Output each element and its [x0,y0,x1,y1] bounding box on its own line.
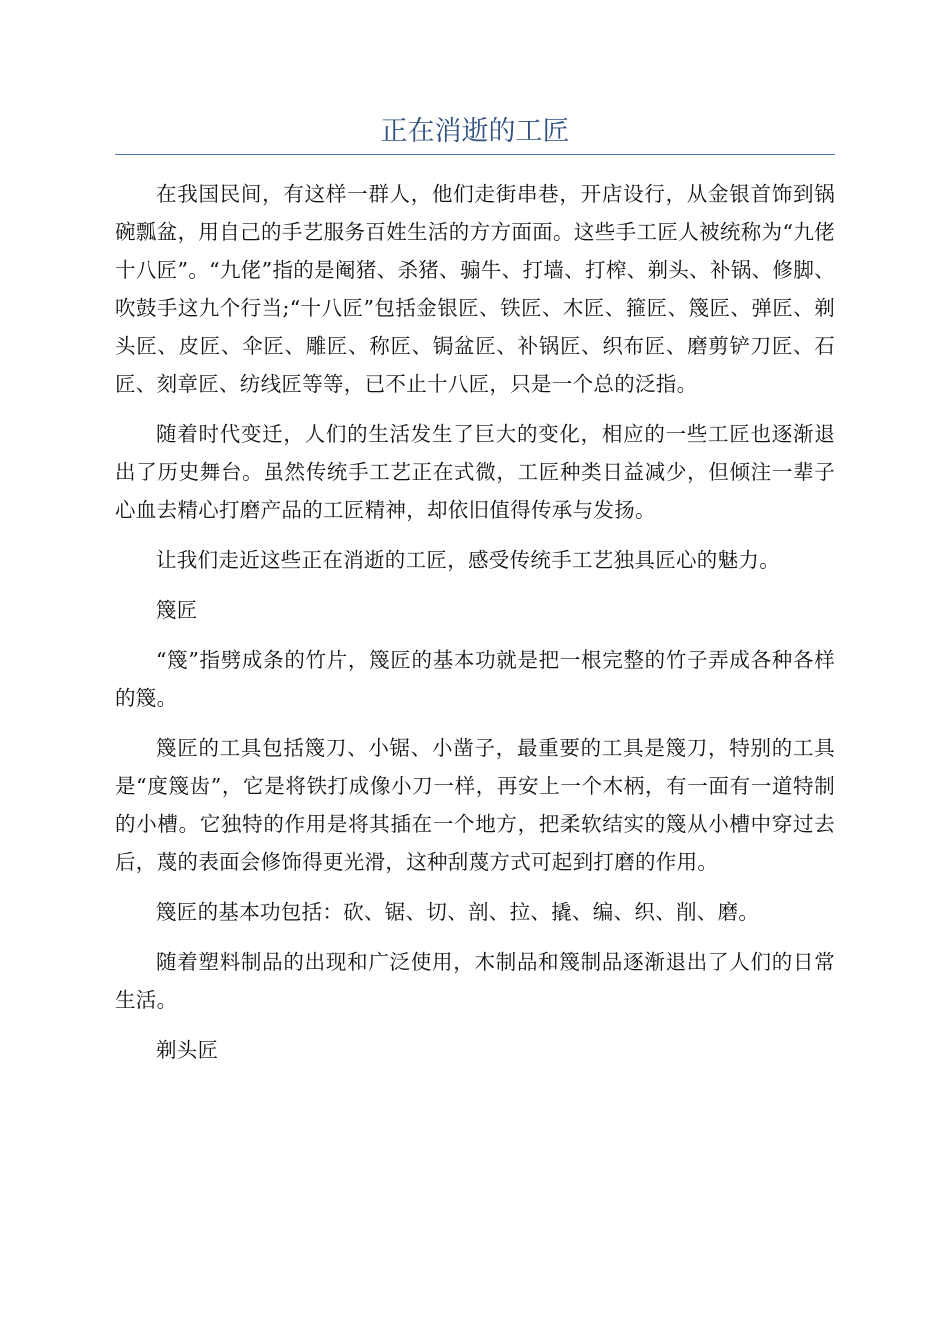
paragraph-mie-decline: 随着塑料制品的出现和广泛使用，木制品和篾制品逐渐退出了人们的日常生活。 [115,950,835,1012]
document-title: 正在消逝的工匠 [380,116,570,147]
paragraph-intro: 在我国民间，有这样一群人，他们走街串巷，开店设行，从金银首饰到锅碗瓢盆，用自己的手艺服务百姓生活的方方面面。这些手工匠人被统称为“九佬十八匠”。“九佬”指的是阉猪、杀猪、骟牛、打墙、打榨、剃头、补锅、修脚、吹鼓手这九个行当;“十八匠”包括金银匠、铁匠、木匠、箍匠、篾匠、弹匠、剃头匠、皮匠、伞匠、雕匠、称匠、锔盆匠、补锅匠、织布匠、磨剪铲刀匠、石匠、刻章匠、纺线匠等等，已不止十八匠，只是一个总的泛指。 [115,182,835,396]
paragraph-mie-definition: “篾”指劈成条的竹片，篾匠的基本功就是把一根完整的竹子弄成各种各样的篾。 [115,648,835,710]
paragraph-change: 随着时代变迁，人们的生活发生了巨大的变化，相应的一些工匠也逐渐退出了历史舞台。虽然传统手工艺正在式微，工匠种类日益减少，但倾注一辈子心血去精心打磨产品的工匠精神，却依旧值得传承与发扬。 [115,422,835,522]
title-underline [115,154,835,155]
section-heading-barber: 剃头匠 [156,1038,219,1062]
document-body [115,175,835,1081]
paragraph-invite: 让我们走近这些正在消逝的工匠，感受传统手工艺独具匠心的魅力。 [156,548,780,572]
paragraph-mie-tools: 篾匠的工具包括篾刀、小锯、小凿子，最重要的工具是篾刀，特别的工具是“度篾齿”，它是将铁打成像小刀一样，再安上一个木柄，有一面有一道特制的小槽。它独特的作用是将其插在一个地方，把柔软结实的篾从小槽中穿过去后，蔑的表面会修饰得更光滑，这种刮蔑方式可起到打磨的作用。 [115,736,835,874]
paragraph-mie-skills: 篾匠的基本功包括：砍、锯、切、剖、拉、撬、编、织、削、磨。 [156,900,760,924]
section-heading-mie-jiang: 篾匠 [156,598,198,622]
